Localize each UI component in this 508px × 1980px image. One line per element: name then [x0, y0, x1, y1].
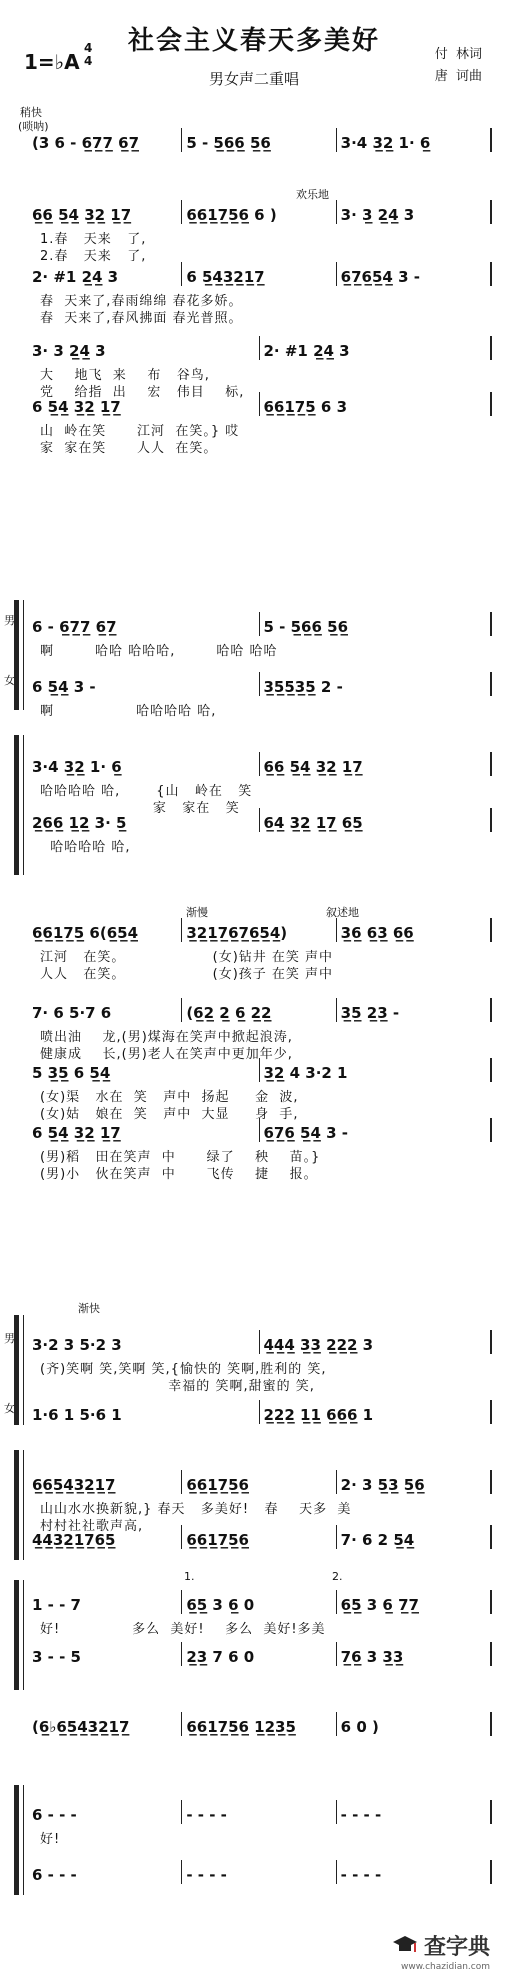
measure: [182, 200, 336, 224]
measure-notes: 6̲7̲6̲5̲4̲ 3 -: [340, 268, 420, 286]
duet-brace-3: [14, 1315, 29, 1425]
notation-row: [28, 1330, 492, 1354]
measure-notes: 5 3̲5̲ 6 5̲4̲: [32, 1064, 111, 1082]
notation-row: [28, 1118, 492, 1142]
measure: [337, 998, 492, 1022]
measure-notes: 2· #1 2̲4̲ 3: [263, 342, 350, 360]
measure: [337, 262, 492, 286]
measure: [28, 1118, 260, 1142]
measure: [28, 262, 182, 286]
watermark-text: 查字典: [423, 1935, 490, 1960]
lyric-line: 哈哈哈哈 哈,: [40, 840, 131, 855]
measure-notes: 6 - - -: [32, 1806, 77, 1824]
measure-notes: 6̲5̲ 3 6̲ 7̲7̲: [340, 1596, 419, 1614]
measure-notes: 6̲6̲1̲7̲5̲6̲: [186, 1531, 249, 1549]
measure-notes: (3 6 - 6̲7̲7̲ 6̲7̲: [32, 134, 140, 152]
measure: [260, 1118, 493, 1142]
measure: [182, 262, 336, 286]
lyric-line: 啊 哈哈哈哈 哈,: [40, 704, 217, 719]
rit-mark: 渐慢: [186, 906, 208, 919]
measure-notes: 6̲6̲ 5̲4̲ 3̲2̲ 1̲7̲: [32, 206, 132, 224]
measure: [28, 1590, 182, 1614]
notation-row: [28, 1470, 492, 1494]
notation-row: [28, 1058, 492, 1082]
measure: [28, 1860, 182, 1884]
measure: [337, 1800, 492, 1824]
lyric-line: 春 天来了,春雨绵绵 春花多娇。: [40, 294, 243, 309]
measure-notes: 3·2 3 5·2 3: [32, 1336, 122, 1354]
measure: [260, 612, 493, 636]
watermark-url: www.chazidian.com: [400, 1962, 490, 1972]
measure-notes: 5 - 5̲6̲6̲ 5̲6̲: [186, 134, 271, 152]
measure-notes: 2̲3̲ 7 6 0: [186, 1648, 255, 1666]
measure-notes: 3·4 3̲2̲ 1· 6̲: [340, 134, 431, 152]
measure: [28, 1800, 182, 1824]
measure: [182, 1642, 336, 1666]
measure-notes: 6̲5̲ 3 6̲ 0: [186, 1596, 255, 1614]
measure-notes: 3·4 3̲2̲ 1· 6̲: [32, 758, 122, 776]
notation-row: [28, 1590, 492, 1614]
measure: [337, 1642, 492, 1666]
composer-credit: 唐 诃曲: [434, 69, 482, 84]
measure: [28, 128, 182, 152]
measure-notes: 5 - 5̲6̲6̲ 5̲6̲: [263, 618, 349, 636]
notation-row: [28, 1800, 492, 1824]
lyricist-credit: 付 林词: [434, 47, 482, 62]
measure-notes: 6̲6̲1̲7̲5̲6̲ 1̲2̲3̲5̲: [186, 1718, 296, 1736]
notation-row: [28, 128, 492, 152]
measure-notes: - - - -: [186, 1806, 227, 1824]
meter-top: 4: [84, 41, 93, 55]
measure: [182, 1712, 336, 1736]
measure-notes: 3̲6̲ 6̲3̲ 6̲6̲: [340, 924, 414, 942]
measure-notes: 4̲4̲4̲ 3̲3̲ 2̲2̲2̲ 3: [263, 1336, 374, 1354]
measure-notes: 3̲5̲ 2̲3̲ -: [340, 1004, 400, 1022]
lyric-line: 家 家在 笑: [40, 801, 240, 816]
notation-row: [28, 262, 492, 286]
lyric-line: 啊 哈哈 哈哈哈, 哈哈 哈哈: [40, 644, 278, 659]
lyric-line: 村村社社歌声高,: [40, 1519, 144, 1534]
lyric-line: 好!: [40, 1832, 61, 1847]
measure: [260, 1400, 493, 1424]
measure: [182, 1525, 336, 1549]
measure: [337, 1470, 492, 1494]
measure-notes: 2· #1 2̲4̲ 3: [32, 268, 119, 286]
measure: [28, 1642, 182, 1666]
lyric-line: 家 家在笑 人人 在笑。: [40, 441, 218, 456]
graduation-cap-icon: [392, 1934, 418, 1958]
male-voice-label: 男: [4, 614, 15, 627]
measure-notes: 3̲5̲5̲3̲5̲ 2 -: [263, 678, 343, 696]
duet-brace-2: [14, 735, 29, 875]
measure-notes: 6̲6̲1̲7̲5̲6̲ 6 ): [186, 206, 277, 224]
measure-notes: - - - -: [186, 1866, 227, 1884]
measure: [28, 1470, 182, 1494]
measure: [28, 1330, 260, 1354]
measure: [337, 1860, 492, 1884]
key-signature: 1=♭A: [24, 50, 80, 74]
measure: [260, 752, 493, 776]
measure: [260, 1330, 493, 1354]
lyric-line: 2.春 天来 了,: [40, 249, 147, 264]
measure-notes: 3̲2̲1̲7̲6̲7̲6̲5̲4̲): [186, 924, 288, 942]
notation-row: [28, 1860, 492, 1884]
meter-bottom: 4: [84, 54, 93, 68]
notation-row: [28, 336, 492, 360]
narrative-mark: 叙述地: [326, 906, 359, 919]
measure-notes: (6̲2̲ 2̲ 6̲ 2̲2̲: [186, 1004, 272, 1022]
site-logo: [392, 1930, 490, 1961]
lyric-line: 健康成 长,(男)老人在笑声中更加年少,: [40, 1047, 293, 1062]
measure: [28, 1400, 260, 1424]
notation-row: [28, 1525, 492, 1549]
measure: [28, 672, 260, 696]
notation-row: [28, 1712, 492, 1736]
measure-notes: 6 5̲4̲ 3 -: [32, 678, 96, 696]
lyric-line: 党 给指 出 宏 伟目 标,: [40, 385, 245, 400]
measure-notes: 6 - 6̲7̲7̲ 6̲7̲: [32, 618, 117, 636]
measure: [182, 1860, 336, 1884]
measure-notes: 2̲2̲2̲ 1̲1̲ 6̲6̲6̲ 1: [263, 1406, 374, 1424]
measure-notes: 6̲4̲ 3̲2̲ 1̲7̲ 6̲5̲: [263, 814, 363, 832]
lyric-line: 喷出油 龙,(男)煤海在笑声中掀起浪涛,: [40, 1030, 293, 1045]
measure-notes: 3· 3 2̲4̲ 3: [32, 342, 106, 360]
measure-notes: 6̲6̲1̲7̲5̲ 6 3: [263, 398, 348, 416]
credits: [435, 44, 482, 88]
measure-notes: 7· 6 5·7 6: [32, 1004, 112, 1022]
notation-row: [28, 808, 492, 832]
measure: [28, 392, 260, 416]
joyful-mark: 欢乐地: [296, 188, 329, 201]
measure-notes: 6̲6̲ 5̲4̲ 3̲2̲ 1̲7̲: [263, 758, 363, 776]
lyric-line: 大 地飞 来 布 谷鸟,: [40, 368, 210, 383]
measure-notes: 3· 3̲ 2̲4̲ 3: [340, 206, 415, 224]
notation-row: [28, 752, 492, 776]
duet-brace-1: [14, 600, 29, 710]
notation-row: [28, 392, 492, 416]
notation-row: [28, 918, 492, 942]
lyric-line: (男)小 伙在笑声 中 飞传 捷 报。: [40, 1167, 318, 1182]
measure-notes: 4̲4̲3̲2̲1̲7̲6̲5̲: [32, 1531, 116, 1549]
measure-notes: (6̲♭6̲5̲4̲3̲2̲1̲7̲: [32, 1718, 130, 1736]
measure: [182, 1590, 336, 1614]
volta-1: 1.: [184, 1570, 195, 1583]
measure: [28, 200, 182, 224]
measure-notes: 6̲6̲1̲7̲5̲ 6(6̲5̲4̲: [32, 924, 139, 942]
measure: [28, 336, 260, 360]
measure-notes: 6 5̲4̲3̲2̲1̲7̲: [186, 268, 265, 286]
measure: [28, 612, 260, 636]
song-title: 社会主义春天多美好: [127, 26, 380, 56]
lyric-line: 春 天来了,春风拂面 春光普照。: [40, 311, 243, 326]
lyric-line: 哈哈哈哈 哈, {山 岭在 笑: [40, 784, 253, 799]
lyric-line: (女)姑 娘在 笑 声中 大显 身 手,: [40, 1107, 299, 1122]
notation-row: [28, 672, 492, 696]
song-subtitle: 男女声二重唱: [208, 70, 299, 88]
measure: [260, 1058, 493, 1082]
male-voice-label-2: 男: [4, 1332, 15, 1345]
lyric-line: 人人 在笑。 (女)孩子 在笑 声中: [40, 967, 334, 982]
notation-row: [28, 200, 492, 224]
instrument-mark: (唢呐): [18, 120, 49, 133]
measure: [28, 918, 182, 942]
duet-brace-6: [14, 1785, 29, 1895]
measure: [337, 1590, 492, 1614]
duet-brace-5: [14, 1580, 29, 1690]
measure: [182, 128, 336, 152]
measure: [260, 672, 493, 696]
measure-notes: 2· 3 5̲3̲ 5̲6̲: [340, 1476, 425, 1494]
notation-row: [28, 1642, 492, 1666]
measure: [260, 808, 493, 832]
measure-notes: 1 - - 7: [32, 1596, 81, 1614]
measure: [337, 918, 492, 942]
measure-notes: 3 - - 5: [32, 1648, 81, 1666]
measure-notes: 7· 6 2 5̲4̲: [340, 1531, 415, 1549]
measure-notes: 6̲6̲1̲7̲5̲6̲: [186, 1476, 249, 1494]
notation-row: [28, 612, 492, 636]
lyric-line: 江河 在笑。 (女)钻井 在笑 声中: [40, 950, 334, 965]
measure: [337, 1525, 492, 1549]
measure-notes: - - - -: [340, 1866, 382, 1884]
female-voice-label-2: 女: [4, 1402, 15, 1415]
lyric-line: (齐)笑啊 笑,笑啊 笑,{愉快的 笑啊,胜利的 笑,: [40, 1362, 327, 1377]
lyric-line: 1.春 天来 了,: [40, 232, 147, 247]
measure-notes: 1·6 1 5·6 1: [32, 1406, 122, 1424]
measure-notes: 6̲7̲6̲ 5̲4̲ 3 -: [263, 1124, 349, 1142]
lyric-line: (女)渠 水在 笑 声中 扬起 金 波,: [40, 1090, 299, 1105]
measure: [182, 1470, 336, 1494]
measure-notes: 6 5̲4̲ 3̲2̲ 1̲7̲: [32, 398, 121, 416]
measure: [28, 998, 182, 1022]
measure: [260, 392, 493, 416]
measure: [182, 998, 336, 1022]
measure-notes: 2̲6̲6̲ 1̲2̲ 3· 5̲: [32, 814, 127, 832]
measure: [28, 1712, 182, 1736]
volta-2: 2.: [332, 1570, 343, 1583]
notation-row: [28, 998, 492, 1022]
female-voice-label: 女: [4, 674, 15, 687]
measure: [28, 1525, 182, 1549]
lyric-line: 好! 多么 美好! 多么 美好!多美: [40, 1622, 326, 1637]
lyric-line: (男)稻 田在笑声 中 绿了 秧 苗。}: [40, 1150, 321, 1165]
lyric-line: 幸福的 笑啊,甜蜜的 笑,: [40, 1379, 315, 1394]
measure: [260, 336, 493, 360]
measure-notes: 3̲2̲ 4 3·2 1: [263, 1064, 348, 1082]
measure: [182, 1800, 336, 1824]
measure: [337, 1712, 492, 1736]
measure-notes: 7̲6̲ 3 3̲3̲: [340, 1648, 404, 1666]
measure: [337, 200, 492, 224]
measure: [28, 808, 260, 832]
measure-notes: 6 0 ): [340, 1718, 379, 1736]
measure: [182, 918, 336, 942]
lyric-line: 山山水水换新貌,} 春天 多美好! 春 天多 美: [40, 1502, 352, 1517]
measure-notes: 6 5̲4̲ 3̲2̲ 1̲7̲: [32, 1124, 121, 1142]
notation-row: [28, 1400, 492, 1424]
duet-brace-4: [14, 1450, 29, 1560]
measure: [28, 752, 260, 776]
accel-mark: 渐快: [78, 1302, 100, 1315]
tempo-mark: 稍快: [20, 106, 42, 119]
measure-notes: 6̲6̲5̲4̲3̲2̲1̲7̲: [32, 1476, 116, 1494]
lyric-line: 山 岭在笑 江河 在笑。} 哎: [40, 424, 240, 439]
measure: [28, 1058, 260, 1082]
measure: [337, 128, 492, 152]
measure-notes: - - - -: [340, 1806, 382, 1824]
measure-notes: 6 - - -: [32, 1866, 77, 1884]
